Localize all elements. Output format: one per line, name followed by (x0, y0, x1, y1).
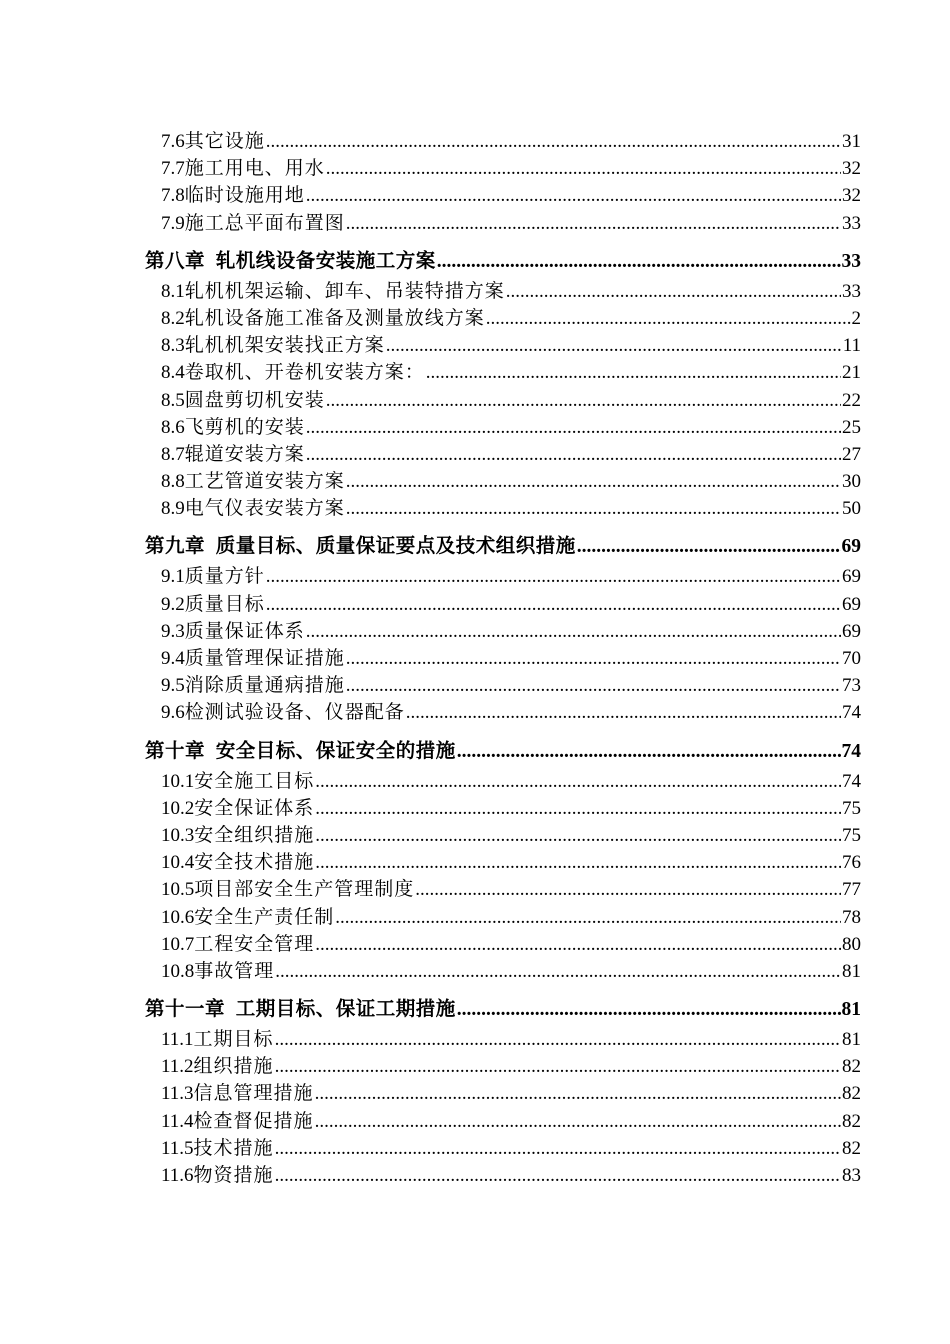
toc-page-number: 33 (841, 250, 861, 272)
toc-entry-text: 检测试验设备、仪器配备 (184, 702, 405, 724)
toc-page-number: 74 (842, 770, 861, 792)
toc-entry-number: 11.3 (161, 1083, 194, 1105)
dot-leader (346, 210, 841, 237)
toc-page-number: 80 (842, 933, 861, 955)
toc-entry-text: 工期目标、保证工期措施 (235, 999, 456, 1021)
dot-leader (346, 495, 841, 522)
toc-entry-text: 物资措施 (193, 1165, 274, 1186)
toc-entry-title (161, 904, 334, 931)
dot-leader (346, 645, 841, 672)
toc-entry-number: 7.8 (161, 185, 185, 207)
toc-page-number: 75 (842, 824, 861, 846)
toc-page-number: 50 (842, 498, 861, 520)
toc-section-entry[interactable] (145, 672, 861, 699)
dot-leader (275, 1162, 841, 1189)
toc-entry-number: 9.5 (161, 675, 185, 697)
toc-entry-text: 信息管理措施 (193, 1083, 314, 1105)
toc-section-entry[interactable] (145, 822, 861, 849)
toc-entry-number: 9.1 (161, 566, 185, 588)
dot-leader (315, 849, 841, 876)
toc-page-number: 73 (842, 675, 861, 697)
toc-page-number: 32 (842, 158, 861, 180)
toc-entry-title (161, 563, 265, 590)
toc-entry-number: 7.9 (161, 212, 185, 234)
toc-entry-text: 安全组织措施 (194, 824, 315, 846)
toc-section-entry[interactable] (145, 645, 861, 672)
toc-entry-number: 8.3 (161, 335, 185, 357)
toc-entry-text: 工艺管道安装方案 (184, 471, 345, 493)
toc-section-entry[interactable] (145, 1026, 861, 1053)
toc-entry-title (161, 822, 314, 849)
toc-entry-number: 11.2 (161, 1056, 194, 1078)
toc-entry-title (161, 699, 405, 726)
toc-page-number: 31 (842, 131, 861, 152)
toc-entry-text: 安全生产责任制 (194, 906, 335, 928)
toc-section-entry[interactable] (145, 332, 861, 359)
toc-page-number: 33 (842, 280, 861, 302)
toc-entry-number: 10.3 (161, 824, 195, 846)
toc-entry-text: 其它设施 (184, 131, 265, 152)
toc-section-entry[interactable] (145, 1080, 861, 1107)
toc-section-entry[interactable] (145, 359, 861, 386)
toc-page-number: 69 (841, 536, 861, 558)
toc-page-number: 82 (842, 1056, 861, 1078)
table-of-contents (145, 128, 861, 1189)
toc-page-number: 78 (842, 906, 861, 928)
toc-entry-number: 11.5 (161, 1137, 194, 1159)
toc-section-entry[interactable] (145, 795, 861, 822)
toc-entry-title (161, 645, 345, 672)
toc-entry-title (161, 441, 305, 468)
toc-entry-title (161, 1053, 274, 1080)
toc-entry-number: 10.8 (161, 960, 195, 982)
toc-entry-title (161, 876, 414, 903)
toc-chapter-entry[interactable] (145, 522, 861, 563)
toc-entry-number: 11.6 (161, 1165, 194, 1186)
toc-chapter-entry[interactable] (145, 985, 861, 1026)
dot-leader (486, 305, 851, 332)
toc-entry-number: 8.6 (161, 416, 185, 438)
dot-leader (275, 1026, 841, 1053)
toc-entry-text: 圆盘剪切机安装 (184, 389, 325, 411)
toc-entry-title (161, 849, 314, 876)
toc-entry-title (161, 931, 314, 958)
dot-leader (315, 931, 841, 958)
toc-entry-text: 事故管理 (194, 960, 275, 982)
toc-entry-text: 轧机线设备安装施工方案 (215, 250, 436, 272)
toc-section-entry[interactable] (145, 618, 861, 645)
toc-page-number: 82 (842, 1083, 861, 1105)
toc-section-entry[interactable] (145, 387, 861, 414)
toc-page-number: 81 (842, 960, 861, 982)
toc-page-number: 69 (842, 593, 861, 615)
toc-page-number: 77 (842, 879, 861, 901)
toc-entry-text: 安全保证体系 (194, 797, 315, 819)
toc-section-entry[interactable] (145, 1108, 861, 1135)
toc-entry-number: 9.6 (161, 702, 185, 724)
toc-entry-title (145, 526, 576, 567)
toc-entry-number: 11.4 (161, 1110, 194, 1132)
toc-page-number: 75 (842, 797, 861, 819)
toc-page-number: 22 (842, 389, 861, 411)
toc-section-entry[interactable] (145, 563, 861, 590)
toc-entry-number: 10.4 (161, 852, 195, 874)
toc-page-number: 70 (842, 648, 861, 669)
toc-entry-number: 9.4 (161, 648, 185, 669)
toc-entry-title (161, 468, 345, 495)
toc-page-number: 81 (842, 1029, 861, 1051)
dot-leader (306, 414, 841, 441)
toc-entry-title (161, 618, 305, 645)
toc-entry-number: 第九章 (145, 536, 206, 558)
toc-section-entry[interactable] (145, 414, 861, 441)
toc-entry-text: 检查督促措施 (193, 1110, 314, 1132)
toc-entry-number: 10.7 (161, 933, 195, 955)
toc-entry-title (161, 210, 345, 237)
toc-entry-title (161, 591, 265, 618)
toc-entry-text: 质量目标 (184, 593, 265, 615)
dot-leader (457, 989, 841, 1030)
toc-entry-number: 第十章 (145, 740, 206, 762)
toc-entry-number: 第十一章 (145, 999, 226, 1021)
toc-entry-number: 8.5 (161, 389, 185, 411)
toc-entry-number: 10.2 (161, 797, 195, 819)
dot-leader (457, 731, 841, 772)
dot-leader (306, 441, 841, 468)
toc-section-entry[interactable] (145, 468, 861, 495)
dot-leader (315, 795, 841, 822)
dot-leader (326, 387, 841, 414)
toc-section-entry[interactable] (145, 904, 861, 931)
toc-section-entry[interactable] (145, 155, 861, 182)
toc-entry-number: 7.6 (161, 131, 185, 152)
toc-entry-text: 安全施工目标 (194, 770, 315, 792)
toc-entry-title (161, 182, 305, 209)
toc-section-entry[interactable] (145, 182, 861, 209)
toc-entry-number: 10.1 (161, 770, 195, 792)
toc-page-number: 21 (842, 362, 861, 384)
toc-entry-title (161, 278, 505, 305)
toc-page-number: 83 (842, 1165, 861, 1186)
toc-entry-text: 轧机设备施工准备及测量放线方案 (184, 307, 485, 329)
dot-leader (426, 359, 841, 386)
toc-entry-text: 飞剪机的安装 (184, 416, 305, 438)
toc-section-entry[interactable] (145, 1135, 861, 1162)
toc-section-entry[interactable] (145, 128, 861, 155)
toc-entry-text: 轧机机架运输、卸车、吊装特措方案 (184, 280, 505, 302)
toc-entry-title (161, 672, 345, 699)
toc-entry-title (145, 241, 436, 282)
toc-entry-number: 9.2 (161, 593, 185, 615)
toc-entry-number: 9.3 (161, 620, 185, 642)
toc-section-entry[interactable] (145, 876, 861, 903)
toc-entry-text: 施工用电、用水 (184, 158, 325, 180)
toc-entry-number: 10.6 (161, 906, 195, 928)
toc-section-entry[interactable] (145, 768, 861, 795)
toc-entry-number: 8.8 (161, 471, 185, 493)
dot-leader (577, 526, 841, 567)
toc-entry-text: 工程安全管理 (194, 933, 315, 955)
toc-section-entry[interactable] (145, 699, 861, 726)
toc-section-entry[interactable] (145, 958, 861, 985)
toc-entry-number: 8.4 (161, 362, 185, 384)
dot-leader (315, 1080, 841, 1107)
toc-entry-number: 11.1 (161, 1029, 194, 1051)
toc-entry-title (145, 731, 456, 772)
toc-entry-text: 卷取机、开卷机安装方案： (184, 362, 425, 384)
toc-entry-title (161, 414, 305, 441)
toc-section-entry[interactable] (145, 278, 861, 305)
dot-leader (266, 591, 841, 618)
dot-leader (406, 699, 841, 726)
toc-entry-text: 轧机机架安装找正方案 (184, 335, 385, 357)
toc-page-number: 2 (851, 307, 861, 329)
toc-entry-title (161, 1135, 274, 1162)
toc-entry-text: 施工总平面布置图 (184, 212, 345, 234)
toc-entry-number: 8.7 (161, 443, 185, 465)
toc-section-entry[interactable] (145, 441, 861, 468)
toc-entry-text: 安全技术措施 (194, 852, 315, 874)
toc-entry-text: 质量方针 (184, 566, 265, 588)
toc-entry-title (161, 958, 274, 985)
toc-section-entry[interactable] (145, 1162, 861, 1189)
toc-entry-title (161, 332, 385, 359)
dot-leader (306, 182, 841, 209)
toc-entry-title (161, 155, 325, 182)
toc-page-number: 30 (842, 471, 861, 493)
toc-page-number: 27 (842, 443, 861, 465)
toc-section-entry[interactable] (145, 931, 861, 958)
toc-entry-title (161, 128, 265, 155)
dot-leader (346, 672, 841, 699)
toc-entry-number: 7.7 (161, 158, 185, 180)
toc-page-number: 32 (842, 185, 861, 207)
toc-entry-title (161, 359, 425, 386)
toc-section-entry[interactable] (145, 210, 861, 237)
dot-leader (315, 1108, 841, 1135)
toc-entry-number: 8.1 (161, 280, 185, 302)
toc-page-number: 76 (842, 852, 861, 874)
toc-entry-title (161, 795, 314, 822)
dot-leader (315, 822, 841, 849)
toc-page-number: 74 (841, 740, 861, 762)
toc-entry-title (161, 1026, 274, 1053)
toc-entry-title (145, 989, 456, 1030)
dot-leader (415, 876, 841, 903)
toc-chapter-entry[interactable] (145, 237, 861, 278)
toc-section-entry[interactable] (145, 495, 861, 522)
toc-entry-title (161, 1162, 274, 1189)
toc-entry-text: 组织措施 (193, 1056, 274, 1078)
toc-entry-text: 消除质量通病措施 (184, 675, 345, 697)
dot-leader (266, 128, 841, 155)
dot-leader (306, 618, 841, 645)
toc-page-number: 69 (842, 566, 861, 588)
toc-entry-text: 安全目标、保证安全的措施 (215, 740, 456, 762)
dot-leader (315, 768, 841, 795)
toc-entry-title (161, 495, 345, 522)
dot-leader (335, 904, 841, 931)
dot-leader (275, 958, 841, 985)
toc-page-number: 74 (842, 702, 861, 724)
dot-leader (275, 1053, 841, 1080)
toc-page-number: 82 (842, 1110, 861, 1132)
toc-section-entry[interactable] (145, 849, 861, 876)
toc-entry-number: 8.2 (161, 307, 185, 329)
toc-entry-title (161, 768, 314, 795)
toc-page-number: 69 (842, 620, 861, 642)
toc-entry-text: 技术措施 (193, 1137, 274, 1159)
toc-page-number: 81 (841, 999, 861, 1021)
toc-entry-number: 第八章 (145, 250, 206, 272)
toc-entry-text: 临时设施用地 (184, 185, 305, 207)
toc-section-entry[interactable] (145, 305, 861, 332)
toc-entry-text: 质量保证体系 (184, 620, 305, 642)
toc-entry-text: 电气仪表安装方案 (184, 498, 345, 520)
toc-entry-title (161, 1080, 314, 1107)
dot-leader (437, 241, 841, 282)
dot-leader (386, 332, 842, 359)
toc-page-number: 25 (842, 416, 861, 438)
toc-page-number: 11 (842, 335, 861, 357)
toc-page-number: 33 (842, 212, 861, 234)
dot-leader (506, 278, 841, 305)
dot-leader (266, 563, 841, 590)
toc-entry-title (161, 1108, 314, 1135)
toc-entry-number: 10.5 (161, 879, 195, 901)
toc-section-entry[interactable] (145, 591, 861, 618)
toc-entry-number: 8.9 (161, 498, 185, 520)
dot-leader (346, 468, 841, 495)
toc-entry-text: 质量目标、质量保证要点及技术组织措施 (215, 536, 576, 558)
toc-entry-title (161, 387, 325, 414)
dot-leader (326, 155, 841, 182)
toc-section-entry[interactable] (145, 1053, 861, 1080)
toc-entry-text: 辊道安装方案 (184, 443, 305, 465)
toc-page-number: 82 (842, 1137, 861, 1159)
dot-leader (275, 1135, 841, 1162)
toc-entry-text: 项目部安全生产管理制度 (194, 879, 415, 901)
toc-chapter-entry[interactable] (145, 727, 861, 768)
toc-entry-text: 质量管理保证措施 (184, 648, 345, 669)
toc-entry-title (161, 305, 485, 332)
toc-entry-text: 工期目标 (193, 1029, 274, 1051)
